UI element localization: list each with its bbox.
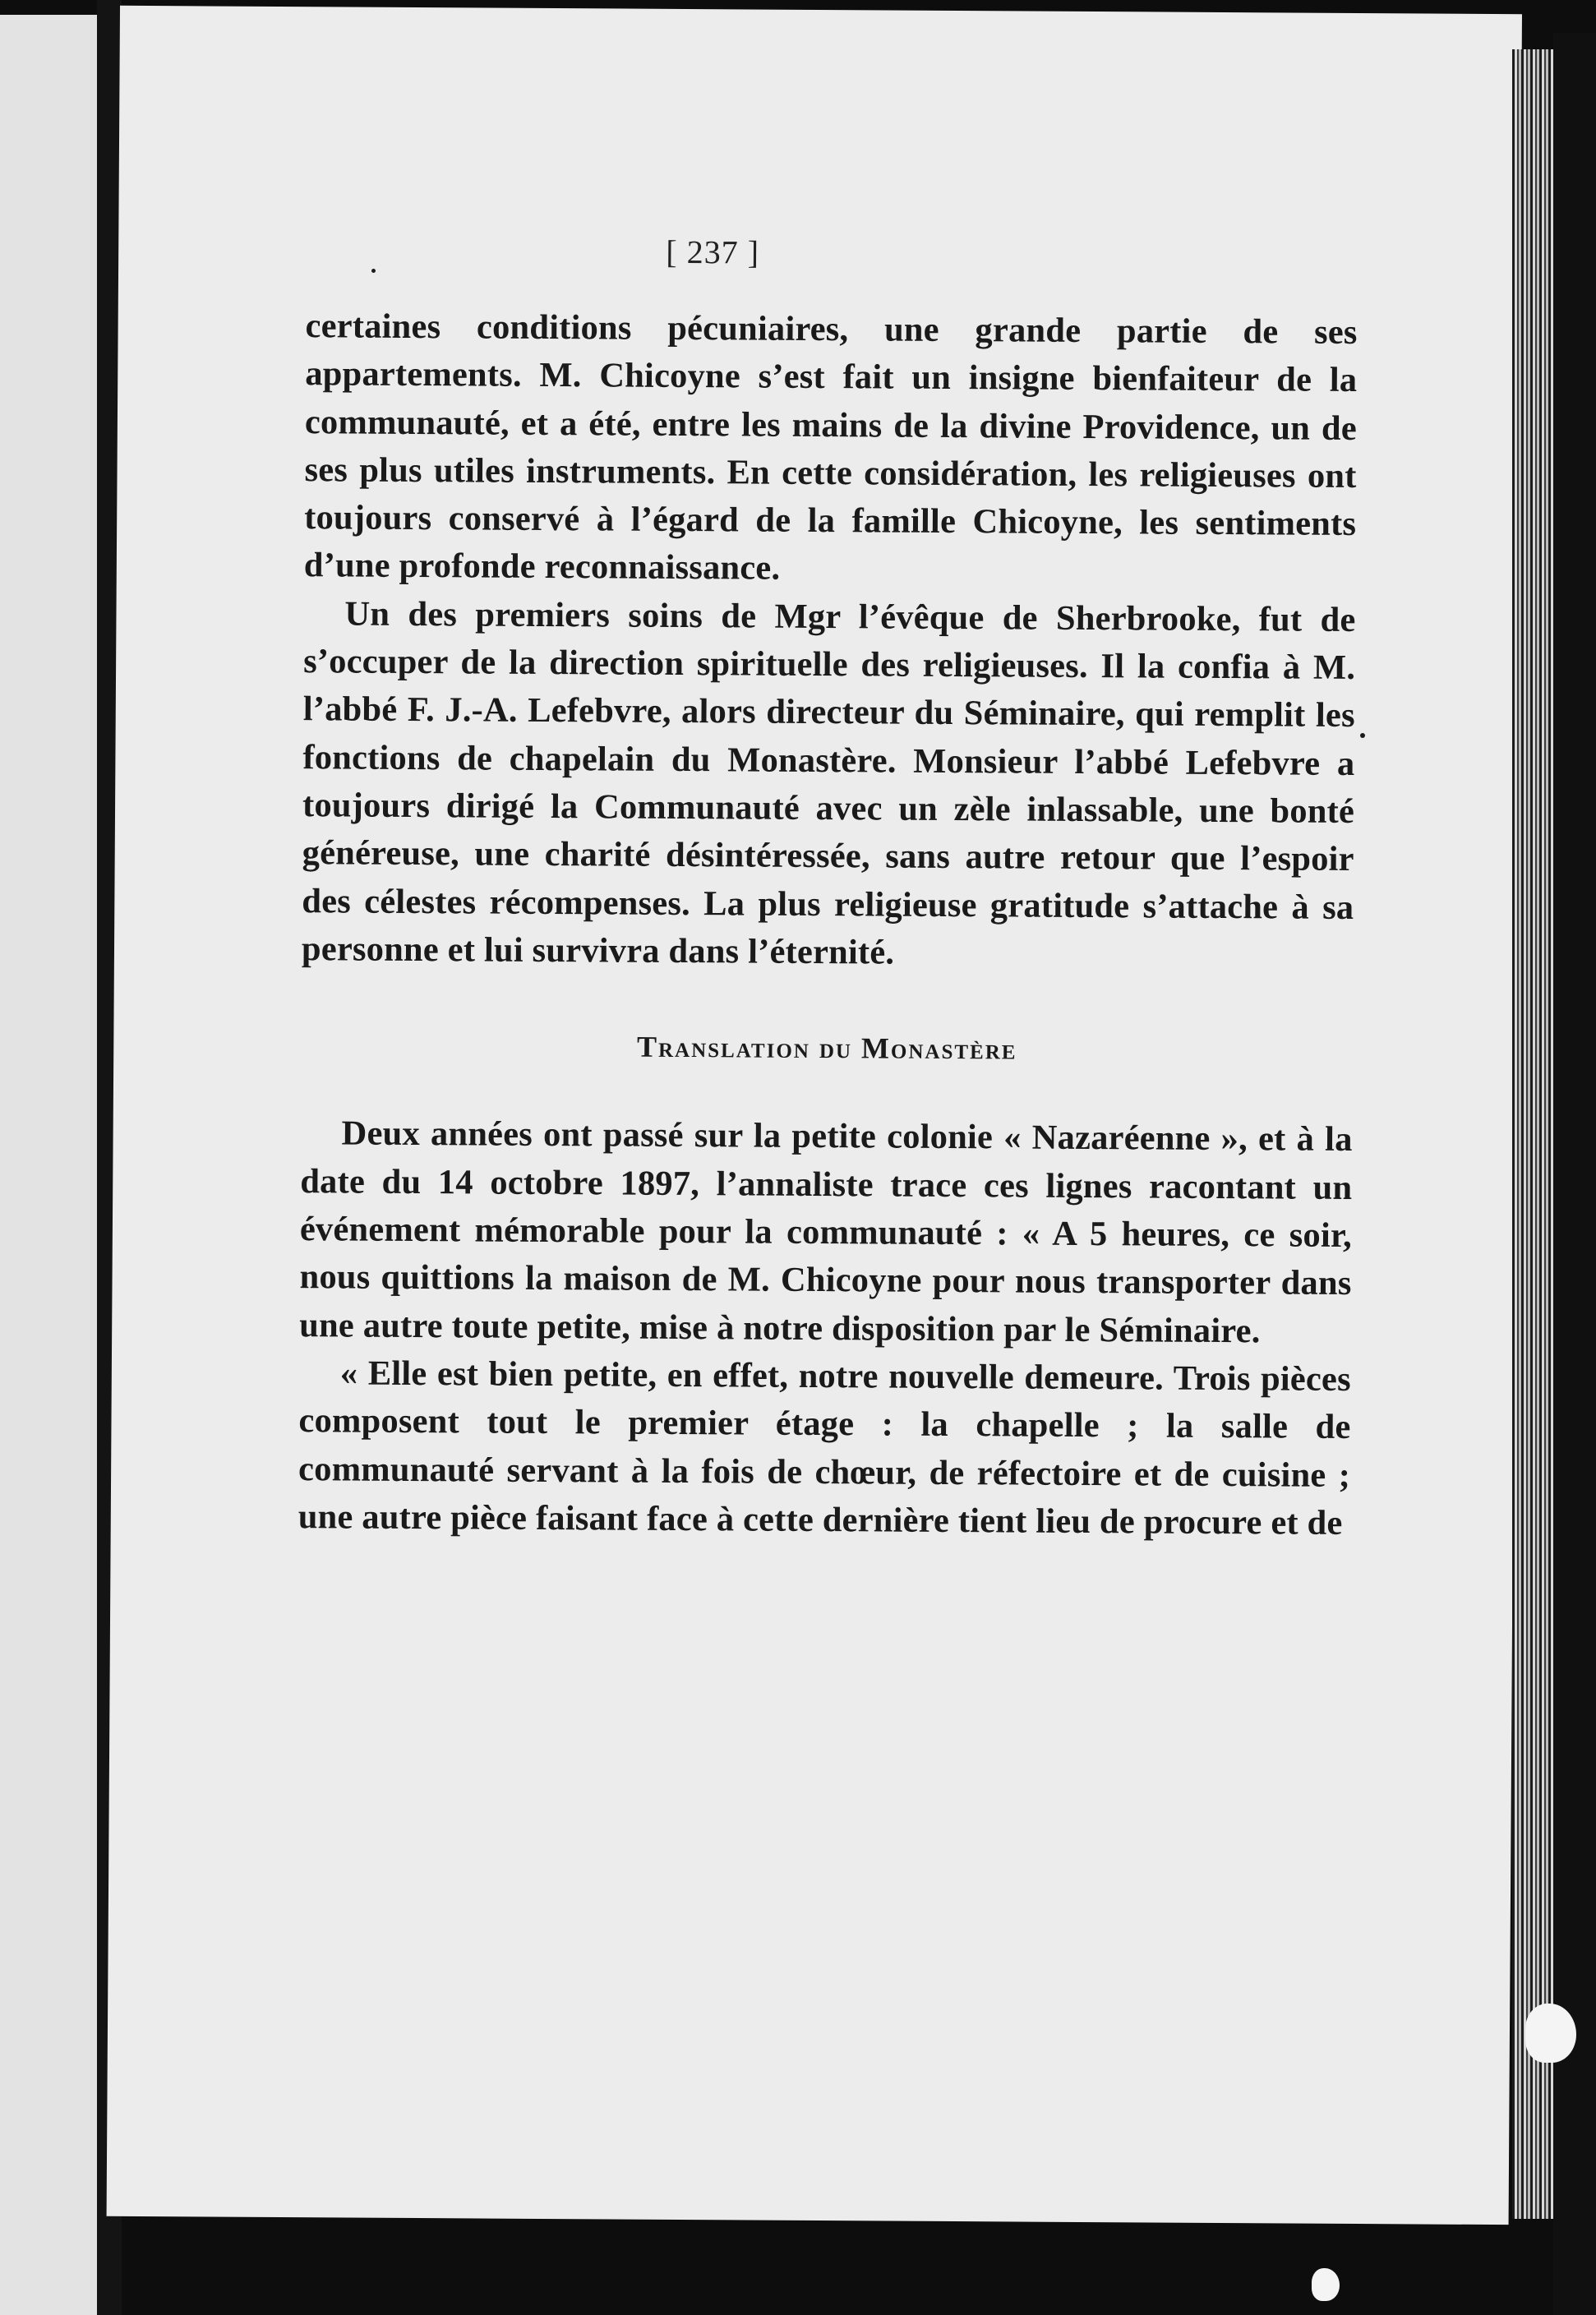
paragraph-1: certaines conditions pécuniaires, une grande partie de ses appartements. M. Chicoyne s’est fait un insigne bienfaiteur de la communauté, et a été, entre les mains de la divine Providence, un de ses plus utiles instruments. En cette considération, les religieuses ont toujours conservé à l’égard de la famille Chicoyne, les sentiments d’une profonde reconnaissance.: [303, 307, 1358, 588]
page-number: [ 237 ]: [666, 233, 760, 271]
page-stack-edge: [1512, 49, 1553, 2219]
scan-border-right: [1553, 33, 1596, 2315]
scan-artifact: [1525, 2004, 1576, 2063]
paragraph-2: Un des premiers soins de Mgr l’évêque de Sherbrooke, fut de s’occuper de la direction spirituelle des religieuses. Il la confia à M. l’abbé F. J.-A. Lefebvre, alors directeur du Séminaire, qui remplit les fonctions de chapelain du Monastère. Monsieur l’abbé Lefebvre a toujours dirigé la Communauté avec un zèle inlassable, une bonté généreuse, une charité désintéressée, sans autre retour que l’espoir des célestes récompenses. La plus religieuse gratitude s’attache à sa personne et lui survivra dans l’éternité.: [301, 594, 1356, 972]
paragraph-3: Deux années ont passé sur la petite colonie « Nazaréenne », et à la date du 14 octobre 1897, l’annaliste trace ces lignes racontant un événement mémorable pour la communauté : « A 5 heures, ce soir, nous quittions la maison de M. Chicoyne pour nous transporter dans une autre toute petite, mise à notre disposition par le Séminaire.: [299, 1114, 1353, 1350]
book-page: [107, 6, 1522, 2225]
section-heading: Translation du Monastère: [636, 1030, 1017, 1066]
text-block: [298, 302, 1358, 1547]
scan-artifact: [1312, 2268, 1340, 2301]
scan-speck: [1360, 733, 1365, 738]
scan-speck: [371, 269, 376, 273]
facing-page-edge: [0, 15, 97, 2315]
paragraph-4: « Elle est bien petite, en effet, notre nouvelle demeure. Trois pièces composent tout le premier étage : la chapelle ; la salle de communauté servant à la fois de chœur, de réfectoire et de cuisine ; une autre pièce faisant face à cette dernière tient lieu de procure et de: [298, 1353, 1351, 1543]
